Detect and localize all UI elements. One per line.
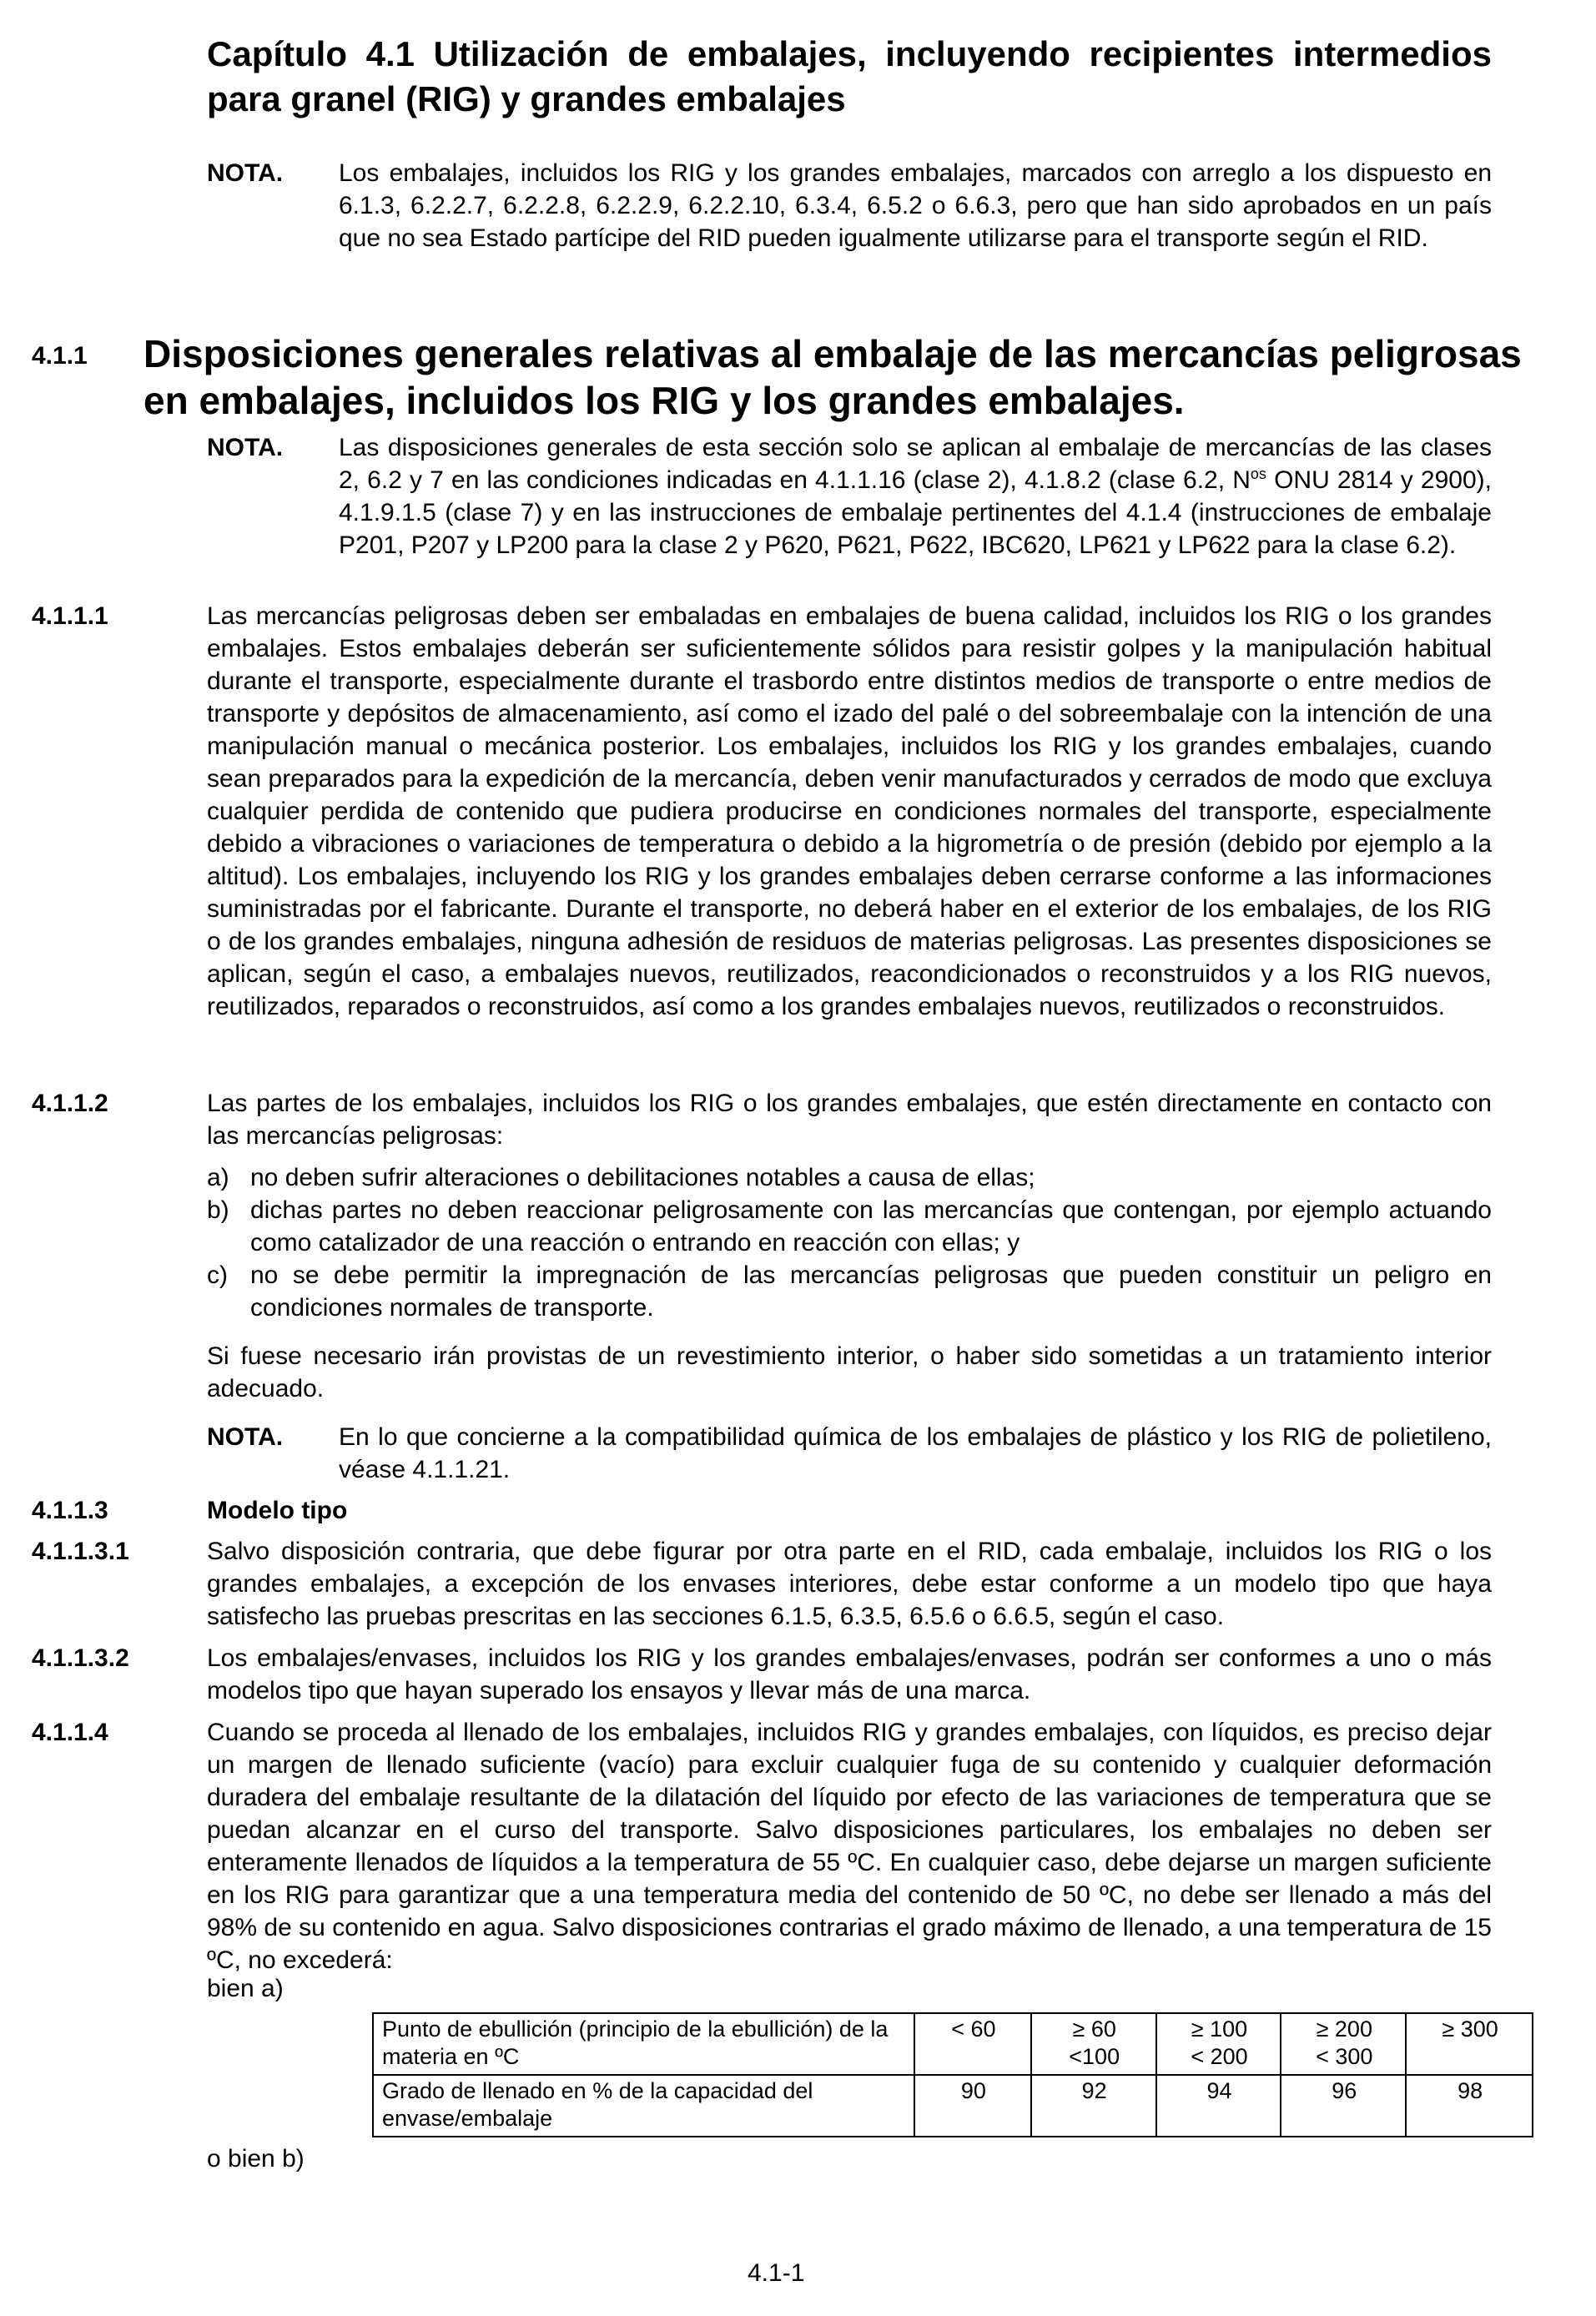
paragraph-number: 4.1.1.2	[32, 1090, 108, 1117]
note-text-part: Las disposiciones generales de esta sección solo se aplican al embalaje de mercancías de las clases 2, 6.2 y 7 en las condiciones indicadas en 4.1.1.16 (clase 2), 4.1.8.2 (clase 6.2, N	[339, 434, 1492, 494]
cell-line: < 60	[951, 2016, 996, 2042]
note-label: NOTA.	[207, 434, 284, 461]
fill-degree-cell: 94	[1156, 2075, 1281, 2137]
fill-degree-cell: 96	[1281, 2075, 1406, 2137]
boiling-cell	[1031, 2013, 1156, 2075]
cell-line: ≥ 200	[1316, 2016, 1372, 2042]
filling-degree-table	[372, 2012, 1533, 2137]
table-row	[373, 2075, 1533, 2137]
paragraph-number: 4.1.1.4	[32, 1719, 108, 1746]
paragraph-text: Las mercancías peligrosas deben ser embaladas en embalajes de buena calidad, incluidos los RIG o los grandes embalajes. Estos embalajes deberán ser suficientemente sólidos para resistir golpes y la manipulación habitual durante el transporte, especialmente durante el trasbordo entre distintos medios de transporte o entre medios de transporte y depósitos de almacenamiento, así como el izado del palé o del sobreembalaje con la intención de una manipulación manual o mecánica posterior. Los embalajes, incluidos los RIG y los grandes embalajes, cuando sean preparados para la expedición de la mercancía, deben venir manufacturados y cerrados de modo que excluya cualquier perdida de contenido que pudiera producirse en condiciones normales del transporte, especialmente debido a vibraciones o variaciones de temperatura o debido a la higrometría o de presión (debido por ejemplo a la altitud). Los embalajes, incluyendo los RIG y los grandes embalajes deben cerrarse conforme a las informaciones suministradas por el fabricante. Durante el transporte, no deberá haber en el exterior de los embalajes, de los RIG o de los grandes embalajes, ninguna adhesión de residuos de materias peligrosas. Las presentes disposiciones se aplican, según el caso, a embalajes nuevos, reutilizados, reacondicionados o reconstruidos y a los RIG nuevos, reutilizados, reparados o reconstruidos, así como a los grandes embalajes nuevos, reutilizados o reconstruidos.	[207, 602, 1492, 1020]
row-header: Grado de llenado en % de la capacidad del envase/embalaje	[373, 2075, 914, 2137]
paragraph-text: Los embalajes/envases, incluidos los RIG y los grandes embalajes/envases, podrán ser conformes a uno o más modelos tipo que hayan superado los ensayos y llevar más de una marca.	[207, 1644, 1492, 1704]
list-label: b)	[207, 1196, 229, 1224]
table-row	[373, 2013, 1533, 2075]
paragraph-text: Si fuese necesario irán provistas de un revestimiento interior, o haber sido sometidas a un tratamiento interior adecuado.	[207, 1342, 1492, 1402]
paragraph-number: 4.1.1.3	[32, 1497, 108, 1524]
paragraph-title: Modelo tipo	[207, 1497, 348, 1524]
list-item: no deben sufrir alteraciones o debilitaciones notables a causa de ellas;	[250, 1164, 1035, 1191]
cell-line: ≥ 300	[1442, 2016, 1498, 2042]
note-text: En lo que concierne a la compatibilidad química de los embalajes de plástico y los RIG de polietileno, véase 4.1.1.21.	[339, 1423, 1492, 1483]
list-item: dichas partes no deben reaccionar peligrosamente con las mercancías que contengan, por ejemplo actuando como catalizador de una reacción o entrando en reacción con ellas; y	[250, 1196, 1492, 1256]
section-heading: Disposiciones generales relativas al embalaje de las mercancías peligrosas en embalajes, incluidos los RIG y los grandes embalajes.	[143, 332, 1522, 422]
list-label: c)	[207, 1261, 228, 1289]
page-number: 4.1-1	[748, 2259, 805, 2287]
note-text-part: ONU 2814 y 2900), 4.1.9.1.5 (clase 7) y en las instrucciones de embalaje pertinentes del 4.1.4 (instrucciones de embalaje P201, P207 y LP200 para la clase 2 y P620, P621, P622, IBC620, LP621 y LP622 para la clase 6.2).	[339, 466, 1492, 559]
section-number: 4.1.1	[32, 342, 88, 370]
list-item: no se debe permitir la impregnación de las mercancías peligrosas que pueden constituir un peligro en condiciones normales de transporte.	[250, 1261, 1492, 1322]
paragraph-text: Las partes de los embalajes, incluidos los RIG o los grandes embalajes, que estén directamente en contacto con las mercancías peligrosas:	[207, 1090, 1492, 1150]
boiling-cell	[914, 2013, 1031, 2075]
paragraph-text: Cuando se proceda al llenado de los embalajes, incluidos RIG y grandes embalajes, con líquidos, es preciso dejar un margen de llenado suficiente (vacío) para excluir cualquier fuga de su contenido y cualquier deformación duradera del embalaje resultante de la dilatación del líquido por efecto de las variaciones de temperatura que se puedan alcanzar en el curso del transporte. Salvo disposiciones particulares, los embalajes no deben ser enteramente llenados de líquidos a la temperatura de 55 ºC. En cualquier caso, debe dejarse un margen suficiente en los RIG para garantizar que a una temperatura media del contenido de 50 ºC, no debe ser llenado a más del 98% de su contenido en agua. Salvo disposiciones contrarias el grado máximo de llenado, a una temperatura de 15 ºC, no excederá:	[207, 1719, 1492, 1974]
boiling-cell	[1406, 2013, 1533, 2075]
fill-degree-cell: 98	[1406, 2075, 1533, 2137]
option-label: bien a)	[207, 1975, 284, 2002]
paragraph-number: 4.1.1.3.2	[32, 1644, 129, 1672]
note-label: NOTA.	[207, 1423, 284, 1451]
cell-line: < 300	[1316, 2044, 1373, 2069]
paragraph-text: Salvo disposición contraria, que debe figurar por otra parte en el RID, cada embalaje, incluidos los RIG o los grandes embalajes, a excepción de los envases interiores, debe estar conforme a un modelo tipo que haya satisfecho las pruebas prescritas en las secciones 6.1.5, 6.3.5, 6.5.6 o 6.6.5, según el caso.	[207, 1538, 1492, 1630]
fill-degree-cell: 90	[914, 2075, 1031, 2137]
row-header: Punto de ebullición (principio de la ebullición) de la materia en ºC	[373, 2013, 914, 2075]
cell-line: <100	[1069, 2044, 1120, 2069]
paragraph-number: 4.1.1.1	[32, 602, 108, 630]
note-text: Los embalajes, incluidos los RIG y los grandes embalajes, marcados con arreglo a los dispuesto en 6.1.3, 6.2.2.7, 6.2.2.8, 6.2.2.9, 6.2.2.10, 6.3.4, 6.5.2 o 6.6.3, pero que han sido aprobados en un país que no sea Estado partícipe del RID pueden igualmente utilizarse para el transporte según el RID.	[339, 159, 1492, 252]
boiling-cell	[1156, 2013, 1281, 2075]
chapter-title: Capítulo 4.1 Utilización de embalajes, incluyendo recipientes intermedios para granel (RIG) y grandes embalajes	[207, 34, 1492, 118]
fill-degree-cell: 92	[1031, 2075, 1156, 2137]
option-label: o bien b)	[207, 2145, 305, 2173]
note-label: NOTA.	[207, 159, 284, 187]
cell-line: ≥ 100	[1191, 2016, 1248, 2042]
list-label: a)	[207, 1164, 229, 1191]
paragraph-number: 4.1.1.3.1	[32, 1538, 129, 1565]
cell-line: < 200	[1191, 2044, 1248, 2069]
boiling-cell	[1281, 2013, 1406, 2075]
note-text	[339, 431, 1492, 561]
cell-line: ≥ 60	[1072, 2016, 1116, 2042]
note-superscript: os	[1250, 466, 1266, 482]
